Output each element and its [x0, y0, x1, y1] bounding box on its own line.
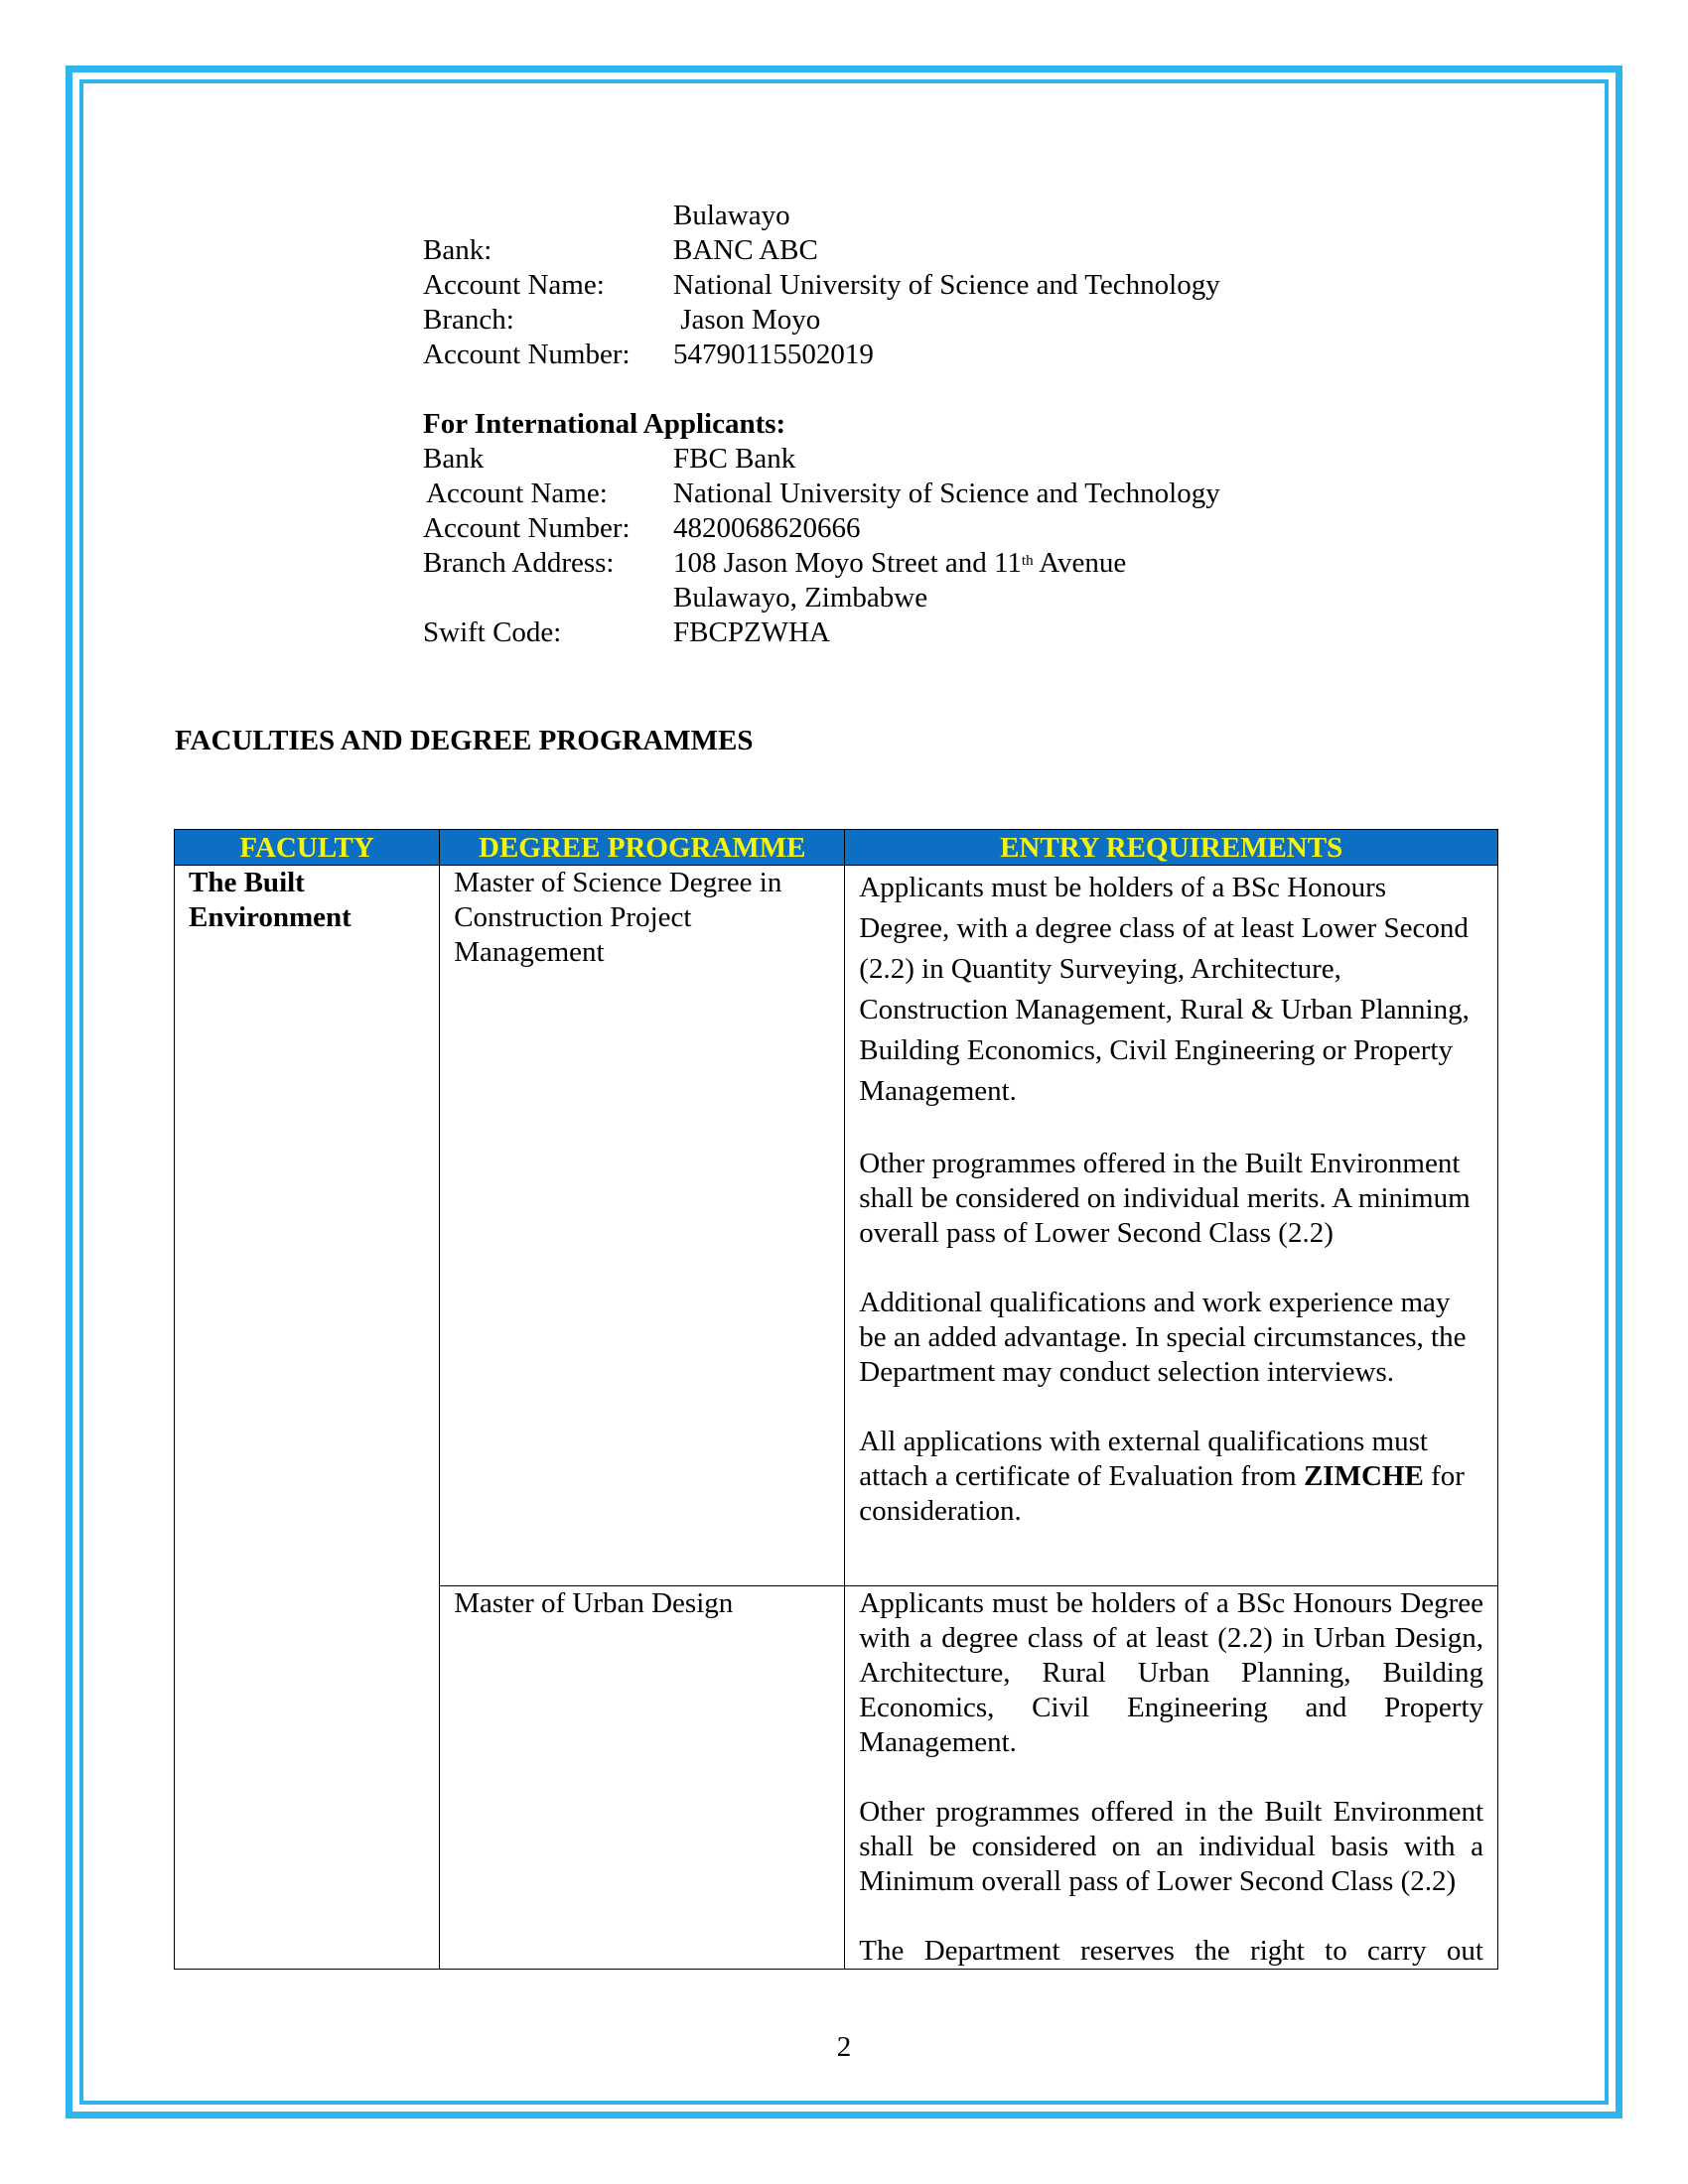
requirement-paragraph: The Department reserves the right to carry out [859, 1935, 1483, 1967]
intl-swift-label: Swift Code: [423, 616, 562, 648]
page-number: 2 [836, 2031, 852, 2063]
requirements-cell [845, 866, 1498, 1586]
bank-value: BANC ABC [673, 234, 818, 266]
intl-branch-address-line2: Bulawayo, Zimbabwe [673, 582, 928, 614]
bank-city: Bulawayo [673, 200, 790, 231]
intl-branch-address-label: Branch Address: [423, 547, 615, 579]
intl-swift-value: FBCPZWHA [673, 616, 830, 648]
intl-account-number-row [423, 511, 1220, 546]
intl-bank-label: Bank [423, 443, 485, 475]
account-name-value: National University of Science and Technology [673, 269, 1220, 301]
header-entry-requirements: ENTRY REQUIREMENTS [845, 830, 1498, 866]
table-header-row [175, 830, 1498, 866]
intl-swift-row [423, 615, 1220, 650]
faculty-line2: Environment [189, 901, 352, 933]
account-number-label: Account Number: [423, 339, 631, 370]
programme-cell: Master of Urban Design [440, 1586, 845, 1970]
bank-city-row [423, 199, 1220, 233]
account-name-label: Account Name: [423, 269, 605, 301]
requirements-cell [845, 1586, 1498, 1970]
requirement-paragraph: All applications with external qualifications must attach a certificate of Evaluation from ZIMCHE for consideration. [859, 1426, 1465, 1527]
branch-row [423, 303, 1220, 338]
bank-row [423, 233, 1220, 268]
branch-value: Jason Moyo [673, 304, 821, 336]
intl-branch-address-line2-row [423, 581, 1220, 615]
intl-bank-row [423, 442, 1220, 477]
header-faculty: FACULTY [175, 830, 440, 866]
requirement-paragraph: Additional qualifications and work experience may be an added advantage. In special circumstances, the Department may conduct selection interviews. [859, 1287, 1467, 1388]
requirement-paragraph: Applicants must be holders of a BSc Honours Degree, with a degree class of at least Lower Second (2.2) in Quantity Surveying, Architecture, Construction Management, Rural & Urban Planning, Building Economics, Civil Engineering or Property Management. [859, 872, 1470, 1107]
requirement-paragraph: Other programmes offered in the Built Environment shall be considered on individual merits. A minimum overall pass of Lower Second Class (2.2) [859, 1148, 1471, 1249]
programmes-table [174, 829, 1498, 1970]
table-row [175, 866, 1498, 1586]
intl-account-number-value: 4820068620666 [673, 512, 861, 544]
programme-cell: Master of Science Degree in Construction Project Management [440, 866, 845, 1586]
intl-bank-value: FBC Bank [673, 443, 796, 475]
faculty-line1: The Built [189, 867, 305, 898]
bank-details [423, 199, 1220, 650]
account-name-row [423, 268, 1220, 303]
intl-account-name-row [423, 477, 1220, 511]
intl-branch-address-value: 108 Jason Moyo Street and 11th Avenue [673, 547, 1127, 579]
account-number-value: 54790115502019 [673, 339, 874, 370]
branch-label: Branch: [423, 304, 514, 336]
section-title: FACULTIES AND DEGREE PROGRAMMES [175, 725, 754, 756]
intl-account-number-label: Account Number: [423, 512, 631, 544]
intl-account-name-value: National University of Science and Technology [673, 478, 1220, 509]
intl-account-name-label: Account Name: [426, 478, 608, 509]
header-degree-programme: DEGREE PROGRAMME [440, 830, 845, 866]
international-heading: For International Applicants: [423, 408, 786, 440]
bank-label: Bank: [423, 234, 492, 266]
requirement-paragraph: Other programmes offered in the Built Environment shall be considered on an individual basis with a Minimum overall pass of Lower Second Class (2.2) [859, 1796, 1483, 1897]
requirement-paragraph: Applicants must be holders of a BSc Honours Degree with a degree class of at least (2.2) in Urban Design, Architecture, Rural Urban Planning, Building Economics, Civil Engineering and Property Management. [859, 1587, 1483, 1758]
account-number-row [423, 338, 1220, 372]
faculty-cell [175, 866, 440, 1970]
intl-branch-address-row [423, 546, 1220, 581]
